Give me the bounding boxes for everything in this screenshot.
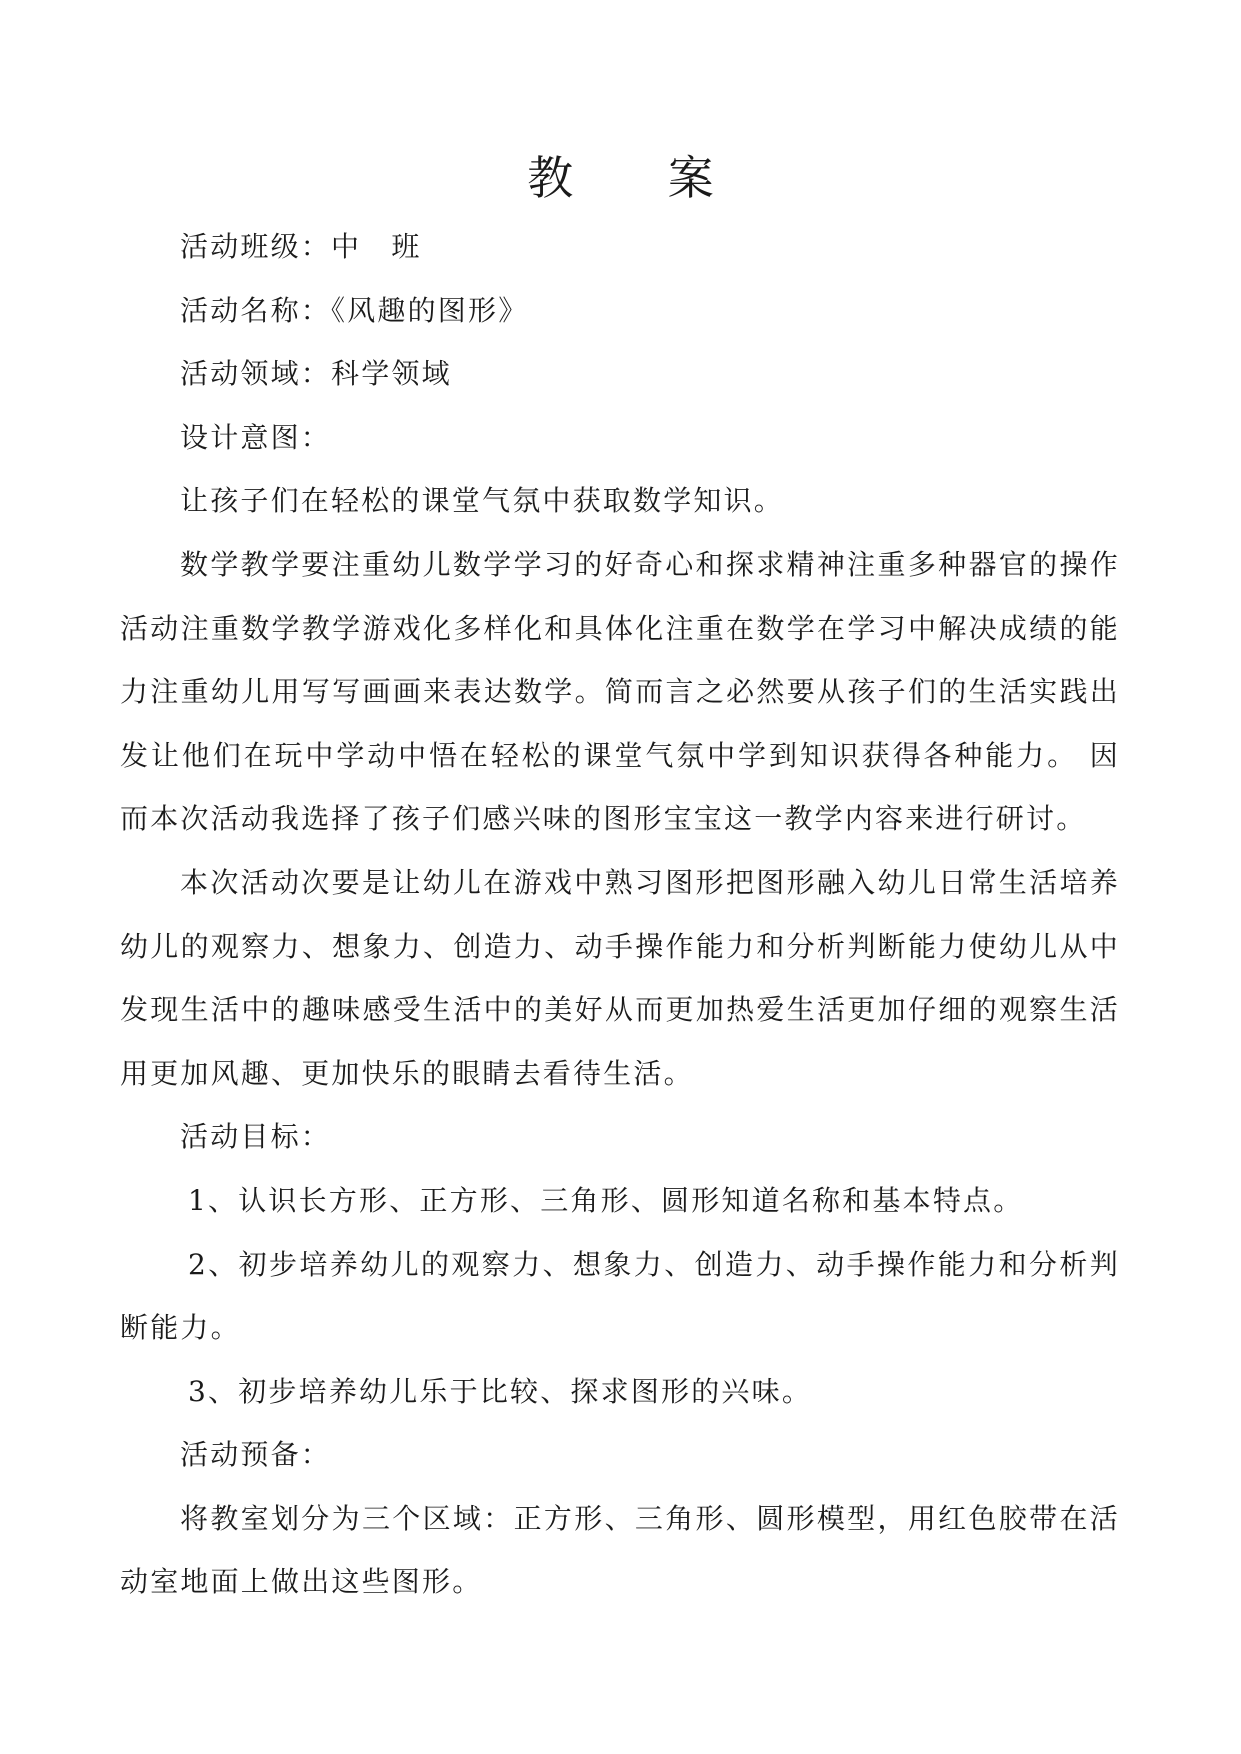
design-intent-paragraph-2: 本次活动次要是让幼儿在游戏中熟习图形把图形融入幼儿日常生活培养幼儿的观察力、想象力、创造力、动手操作能力和分析判断能力使幼儿从中发现生活中的趣味感受生活中的美好从而更加热爱生活更加仔细的观察生活用更加风趣、更加快乐的眼睛去看待生活。 (120, 865, 1120, 1090)
goal-item-2: 2、初步培养幼儿的观察力、想象力、创造力、动手操作能力和分析判断能力。 (120, 1247, 1120, 1345)
goals-heading: 活动目标： (180, 1120, 332, 1154)
document-title: 教 案 (527, 151, 754, 205)
design-intent-heading: 设计意图： (180, 420, 332, 454)
goal-item-3: 3、初步培养幼儿乐于比较、探求图形的兴味。 (188, 1374, 813, 1408)
design-intent-summary: 让孩子们在轻松的课堂气氛中获取数学知识。 (180, 484, 785, 518)
activity-domain-line: 活动领域：科学领域 (180, 357, 452, 391)
goal-item-1: 1、认识长方形、正方形、三角形、圆形知道名称和基本特点。 (188, 1183, 1024, 1217)
activity-name-line: 活动名称：《风趣的图形》 (180, 293, 529, 327)
preparation-paragraph: 将教室划分为三个区域：正方形、三角形、圆形模型，用红色胶带在活动室地面上做出这些图形。 (120, 1501, 1120, 1599)
preparation-heading: 活动预备： (180, 1438, 332, 1472)
document-body (120, 215, 1120, 1614)
class-line: 活动班级：中 班 (180, 230, 422, 263)
design-intent-paragraph-1: 数学教学要注重幼儿数学学习的好奇心和探求精神注重多种器官的操作活动注重数学教学游戏化多样化和具体化注重在数学在学习中解决成绩的能力注重幼儿用写写画画来表达数学。简而言之必然要从孩子们的生活实践出发让他们在玩中学动中悟在轻松的课堂气氛中学到知识获得各种能力。 因而本次活动我选择了孩子们感兴味的图形宝宝这一教学内容来进行研讨。 (120, 547, 1120, 836)
